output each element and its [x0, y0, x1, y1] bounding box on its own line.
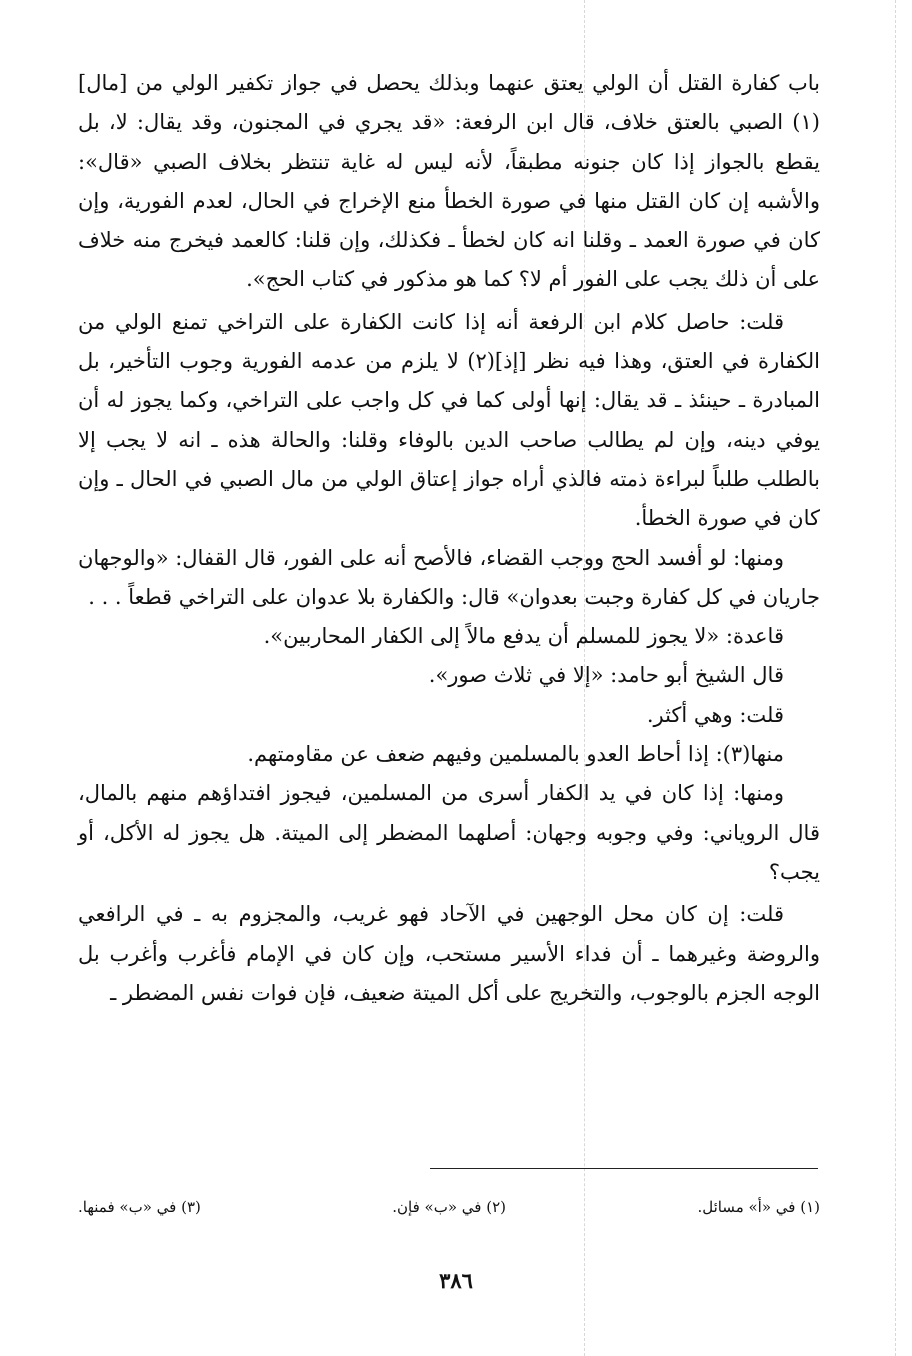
paragraph-7: منها(٣): إذا أحاط العدو بالمسلمين وفيهم ضعف عن مقاومتهم. [247, 742, 784, 767]
paragraph-4: قاعدة: «لا يجوز للمسلم أن يدفع مالاً إلى الكفار المحاربين». [263, 624, 784, 649]
paragraph-8: ومنها: إذا كان في يد الكفار أسرى من المسلمين، فيجوز افتداؤهم منهم بالمال، قال الروياني: وفي وجوبه وجهان: أصلهما المضطر إلى الميتة. هل يجوز له الأكل، أو يجب؟ [78, 781, 820, 884]
main-text [78, 64, 820, 1013]
paragraph-5: قال الشيخ أبو حامد: «إلا في ثلاث صور». [428, 663, 784, 688]
scan-edge-line [895, 0, 896, 1356]
paragraph-3: ومنها: لو أفسد الحج ووجب القضاء، فالأصح أنه على الفور، قال القفال: «والوجهان جاريان في كل كفارة وجبت بعدوان» قال: والكفارة بلا عدوان على التراخي قطعاً . . . [77, 545, 820, 609]
page-number: ٣٨٦ [439, 1268, 473, 1293]
paragraph-2: قلت: حاصل كلام ابن الرفعة أنه إذا كانت الكفارة على التراخي تمنع الولي من الكفارة في العتق، وهذا فيه نظر [إذ](٢) لا يلزم من عدمه الفورية وجوب التأخير، بل المبادرة ـ حينئذ ـ قد يقال: إنها أولى كما في كل واجب على التراخي، وكما يجوز له أن يوفي دينه، وإن لم يطالب صاحب الدين بالوفاء وقلنا: والحالة هذه ـ انه لا يجب إلا بالطلب طلباً لبراءة ذمته فالذي أراه جواز إعتاق الولي من مال الصبي في الحال ـ وإن كان في صورة الخطأ. [78, 309, 821, 531]
paragraph-9: قلت: إن كان محل الوجهين في الآحاد فهو غريب، والمجزوم به ـ في الرافعي والروضة وغيرهما ـ أن فداء الأسير مستحب، وإن كان في الإمام فأغرب وأغرب بل الوجه الجزم بالوجوب، والتخريج على أكل الميتة ضعيف، فإن فوات نفس المضطر ـ [78, 902, 820, 1005]
footnote-2: (٢) في «ب» فإن. [392, 1198, 507, 1216]
footnotes [78, 1196, 820, 1218]
footnote-divider [430, 1168, 818, 1169]
footnote-3: (٣) في «ب» فمنها. [78, 1198, 201, 1216]
paragraph-6: قلت: وهي أكثر. [646, 702, 784, 727]
paragraph-1: باب كفارة القتل أن الولي يعتق عنهما وبذلك يحصل في جواز تكفير الولي من [مال](١) الصبي بالعتق خلاف، قال ابن الرفعة: «قد يجري في المجنون، وقد يقال: لا، بل يقطع بالجواز إذا كان جنونه مطبقاً، لأنه ليس له غاية تنتظر بخلاف الصبي «قال»: والأشبه إن كان القتل منها في صورة الخطأ منع الإخراج في الحال، لعدم الفورية، وإن كان في صورة العمد ـ وقلنا انه كان لخطأ ـ فكذلك، وإن قلنا: كالعمد فيخرج منه خلاف على أن ذلك يجب على الفور أم لا؟ كما هو مذكور في كتاب الحج». [78, 71, 820, 292]
footnote-1: (١) في «أ» مسائل. [697, 1198, 820, 1216]
